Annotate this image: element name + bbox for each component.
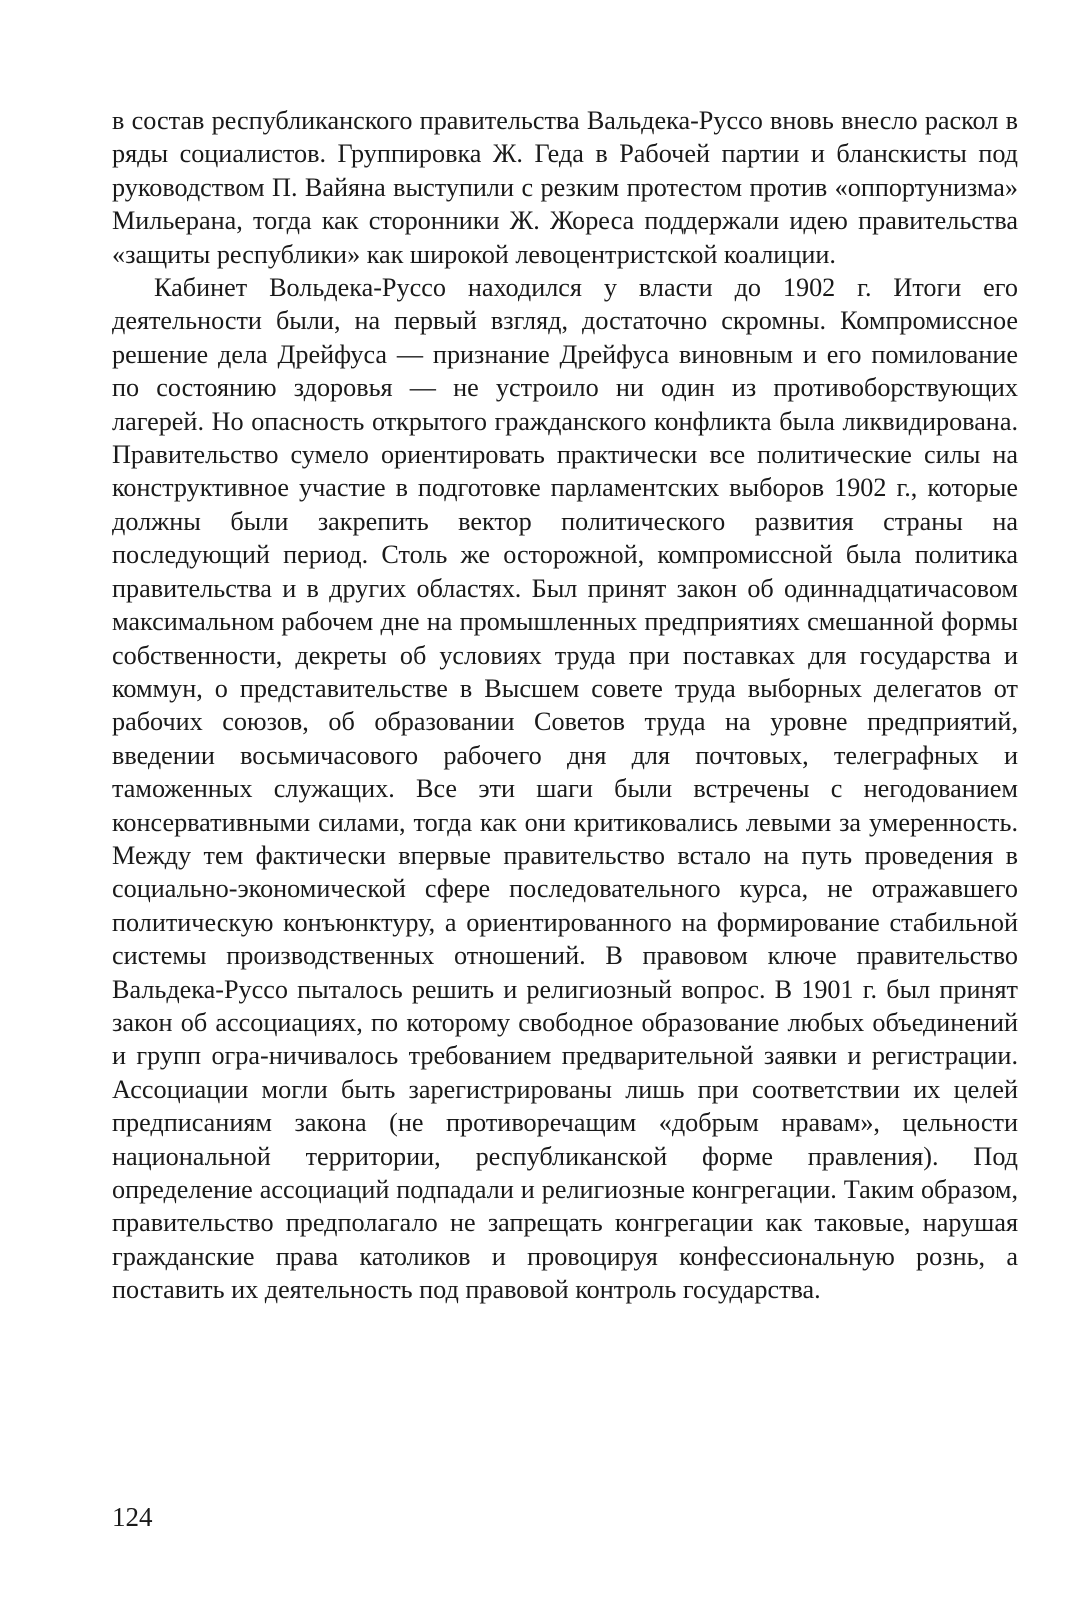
page-number: 124 bbox=[112, 1502, 153, 1532]
paragraph-cabinet: Кабинет Вольдека-Руссо находился у власти до 1902 г. Итоги его деятельности были, на первый взгляд, достаточно скромны. Компромиссное решение дела Дрейфуса — признание Дрейфуса виновным и его помилование по состоянию здоровья — не устроило ни один из противоборствующих лагерей. Но опасность открытого гражданского конфликта была ликвидирована. Правительство сумело ориентировать практически все политические силы на конструктивное участие в подготовке парламентских выборов 1902 г., которые должны были закрепить вектор политического развития страны на последующий период. Столь же осторожной, компромиссной была политика правительства и в других областях. Был принят закон об одиннадцатичасовом максимальном рабочем дне на промышленных предприятиях смешанной формы собственности, декреты об условиях труда при поставках для государства и коммун, о представительстве в Высшем совете труда выборных делегатов от рабочих союзов, об образовании Советов труда на уровне предприятий, введении восьмичасового рабочего дня для почтовых, телеграфных и таможенных служащих. Все эти шаги были встречены с негодованием консервативными силами, тогда как они критиковались левыми за умеренность. Между тем фактически впервые правительство встало на путь проведения в социально-экономической сфере последовательного курса, не отражавшего политическую конъюнктуру, а ориентированного на формирование стабильной системы производственных отношений. В правовом ключе правительство Вальдека-Руссо пыталось решить и религиозный вопрос. В 1901 г. был принят закон об ассоциациях, по которому свободное образование любых объединений и групп огра-ничивалось требованием предварительной заявки и регистрации. Ассоциации могли быть зарегистрированы лишь при соответствии их целей предписаниям закона (не противоречащим «добрым нравам», цельности национальной территории, республиканской форме правления). Под определение ассоциаций подпадали и религиозные конгрегации. Таким образом, правительство предполагало не запрещать конгрегации как таковые, нарушая гражданские права католиков и провоцируя конфессиональную рознь, а поставить их деятельность под правовой контроль государства. bbox=[112, 273, 1018, 1305]
paragraph-continuation: в состав республиканского правительства Вальдека-Руссо вновь внесло раскол в ряды социалистов. Группировка Ж. Геда в Рабочей партии и бланскисты под руководством П. Вайяна выступили с резким протестом против «оппортунизма» Мильерана, тогда как сторонники Ж. Жореса поддержали идею правительства «защиты республики» как широкой левоцентристской коалиции. bbox=[112, 106, 1018, 269]
body-text bbox=[112, 104, 1018, 1307]
